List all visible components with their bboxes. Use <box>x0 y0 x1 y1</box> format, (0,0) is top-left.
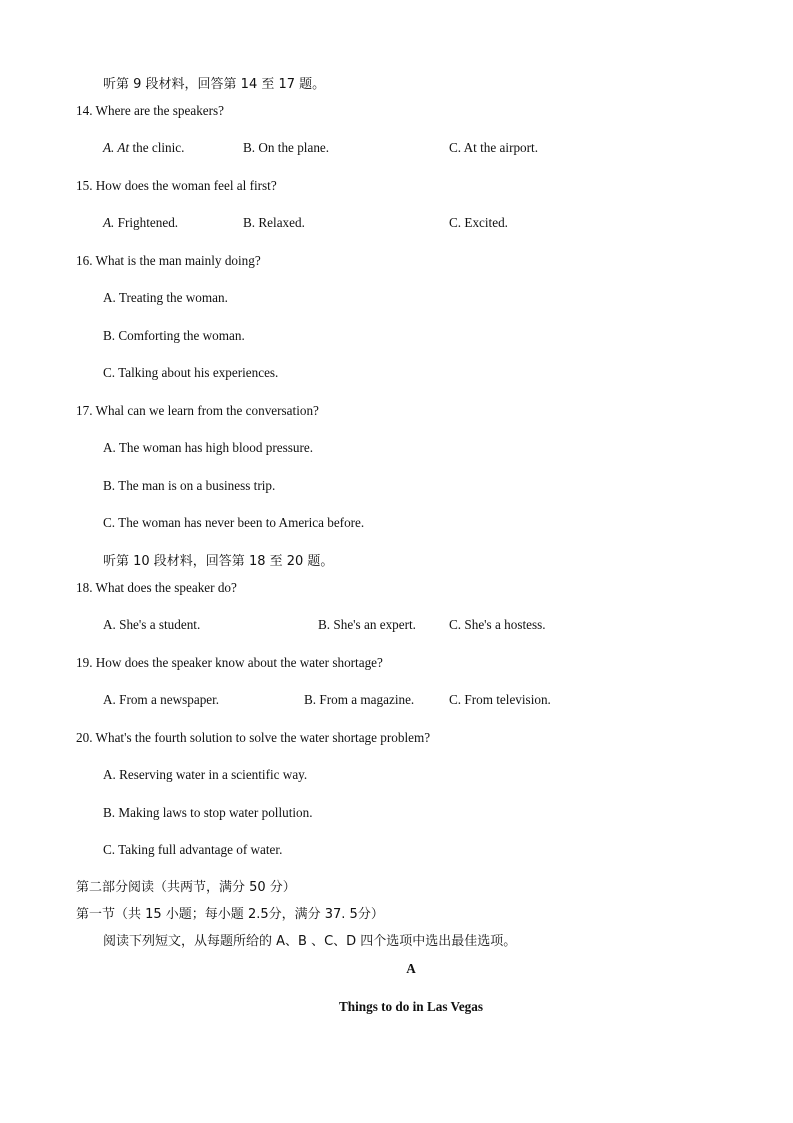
question-19: 19. How does the speaker know about the water shortage? <box>76 655 383 670</box>
q14-option-a-letter: A. At <box>103 140 130 155</box>
section-intro-9: 听第 9 段材料，回答第 14 至 17 题。 <box>103 77 326 92</box>
q17-option-c: C. The woman has never been to America before. <box>103 515 365 530</box>
q15-option-a-text: Frightened. <box>114 215 179 230</box>
q20-option-b: B. Making laws to stop water pollution. <box>103 805 313 820</box>
question-17: 17. Whal can we learn from the conversation? <box>76 403 319 418</box>
q19-option-c: C. From television. <box>449 692 551 707</box>
section-intro-10: 听第 10 段材料，回答第 18 至 20 题。 <box>103 554 334 569</box>
reading-instructions: 阅读下列短文，从每题所给的 A、B 、C、D 四个选项中选出最佳选项。 <box>103 934 517 949</box>
q18-option-b: B. She's an expert. <box>318 617 416 632</box>
question-14: 14. Where are the speakers? <box>76 103 225 118</box>
q17-option-a: A. The woman has high blood pressure. <box>103 440 313 455</box>
q17-option-b: B. The man is on a business trip. <box>103 478 276 493</box>
part2-heading: 第二部分阅读（共两节，满分 50 分） <box>76 880 296 895</box>
q14-option-b: B. On the plane. <box>243 140 330 155</box>
question-18: 18. What does the speaker do? <box>76 580 237 595</box>
question-20: 20. What's the fourth solution to solve the water shortage problem? <box>76 730 431 745</box>
q15-option-a <box>103 215 178 231</box>
question-16: 16. What is the man mainly doing? <box>76 253 261 268</box>
question-15: 15. How does the woman feel al first? <box>76 178 277 193</box>
q14-option-a <box>103 140 184 156</box>
q15-option-b: B. Relaxed. <box>243 215 305 230</box>
q16-option-c: C. Talking about his experiences. <box>103 365 279 380</box>
q15-option-c: C. Excited. <box>449 215 508 230</box>
passage-letter: A <box>406 961 416 976</box>
q14-option-c: C. At the airport. <box>449 140 539 155</box>
passage-title: Things to do in Las Vegas <box>338 999 484 1014</box>
q14-option-a-text: the clinic. <box>129 140 185 155</box>
q16-option-a: A. Treating the woman. <box>103 290 228 305</box>
q20-option-c: C. Taking full advantage of water. <box>103 842 283 857</box>
q16-option-b: B. Comforting the woman. <box>103 328 245 343</box>
section1-heading: 第一节（共 15 小题；每小题 2.5分，满分 37. 5分） <box>76 907 384 922</box>
q18-option-c: C. She's a hostess. <box>449 617 546 632</box>
q18-option-a: A. She's a student. <box>103 617 201 632</box>
q19-option-a: A. From a newspaper. <box>103 692 220 707</box>
q20-option-a: A. Reserving water in a scientific way. <box>103 767 308 782</box>
q19-option-b: B. From a magazine. <box>304 692 415 707</box>
q15-option-a-letter: A. <box>103 215 115 230</box>
